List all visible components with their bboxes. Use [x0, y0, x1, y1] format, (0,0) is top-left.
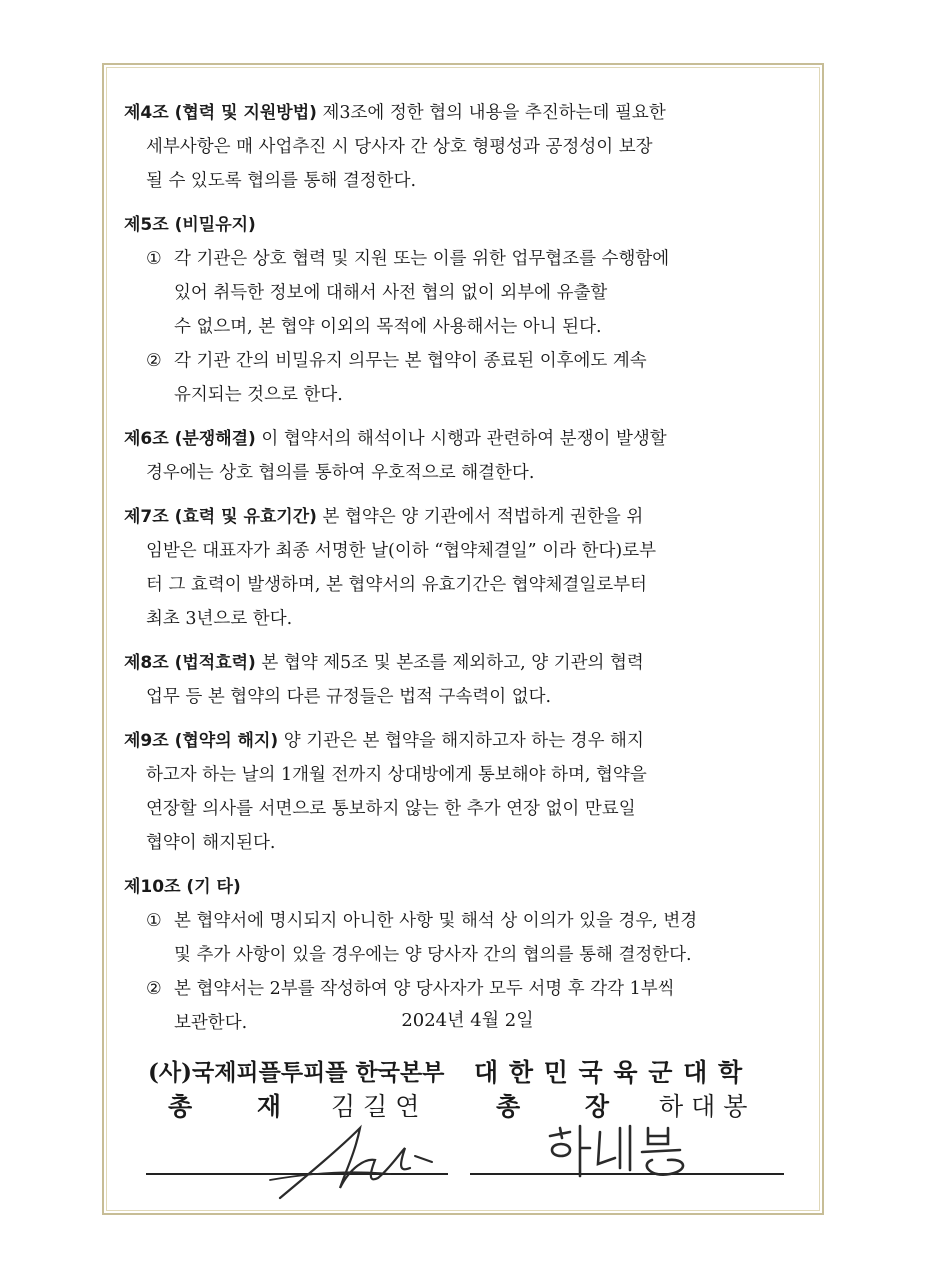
article-9-line-3: 협약이 해지된다.	[146, 833, 276, 853]
article-5	[124, 208, 814, 412]
article-4-line-2: 될 수 있도록 협의를 통해 결정한다.	[146, 171, 417, 191]
party-right	[474, 1056, 755, 1124]
article-5-item-2-line-2: 유지되는 것으로 한다.	[174, 385, 343, 405]
party-left	[148, 1056, 444, 1124]
agreement-date: 2024년 4월 2일	[401, 1010, 534, 1031]
article-9-first-line: 양 기관은 본 협약을 해지하고자 하는 경우 해지	[278, 731, 644, 751]
party-right-org: 대 한 민 국 육 군 대 학	[474, 1058, 744, 1087]
article-7-first-line: 본 협약은 양 기관에서 적법하게 권한을 위	[316, 507, 644, 527]
article-5-item-1-line-2: 있어 취득한 정보에 대해서 사전 협의 없이 외부에 유출할	[174, 283, 608, 303]
article-5-item-1	[124, 242, 814, 344]
article-10-item-1-line-1: 본 협약서에 명시되지 아니한 사항 및 해석 상 이의가 있을 경우, 변경	[174, 911, 698, 931]
articles-section	[124, 96, 814, 1050]
article-10-heading: 제10조 (기 타)	[124, 877, 241, 897]
article-4-first-line: 제3조에 정한 협의 내용을 추진하는데 필요한	[316, 103, 666, 123]
item-marker: ②	[146, 351, 162, 371]
party-left-role: 총 재	[168, 1092, 310, 1121]
article-10-item-2-line-1: 본 협약서는 2부를 작성하여 양 당사자가 모두 서명 후 각각 1부씩	[174, 979, 675, 999]
article-8-first-line: 본 협약 제5조 및 본조를 제외하고, 양 기관의 협력	[255, 653, 644, 673]
article-7-line-2: 터 그 효력이 발생하며, 본 협약서의 유효기간은 협약체결일로부터	[146, 575, 647, 595]
article-8-heading: 제8조 (법적효력)	[124, 653, 256, 673]
article-9-heading: 제9조 (협약의 해지)	[124, 731, 279, 751]
article-5-item-1-line-3: 수 없으며, 본 협약 이외의 목적에 사용해서는 아니 된다.	[174, 317, 602, 337]
article-6	[124, 422, 814, 490]
article-8	[124, 646, 814, 714]
item-marker: ②	[146, 979, 162, 999]
article-6-first-line: 이 협약서의 해석이나 시행과 관련하여 분쟁이 발생할	[255, 429, 667, 449]
article-7	[124, 500, 814, 636]
article-9-line-2: 연장할 의사를 서면으로 통보하지 않는 한 추가 연장 없이 만료일	[146, 799, 636, 819]
article-9-line-1: 하고자 하는 날의 1개월 전까지 상대방에게 통보해야 하며, 협약을	[146, 765, 647, 785]
article-5-item-2	[124, 344, 814, 412]
article-5-item-2-line-1: 각 기관 간의 비밀유지 의무는 본 협약이 종료된 이후에도 계속	[174, 351, 647, 371]
article-7-line-3: 최초 3년으로 한다.	[146, 609, 293, 629]
article-8-line-1: 업무 등 본 협약의 다른 규정들은 법적 구속력이 없다.	[146, 687, 552, 707]
article-5-item-1-line-1: 각 기관은 상호 협력 및 지원 또는 이를 위한 업무협조를 수행함에	[174, 249, 670, 269]
article-10-item-1	[124, 904, 814, 972]
article-5-heading: 제5조 (비밀유지)	[124, 215, 256, 235]
article-4	[124, 96, 814, 198]
party-left-name: 김길연	[330, 1092, 428, 1121]
item-marker: ①	[146, 911, 162, 931]
article-10-item-2-line-2: 보관한다.	[174, 1013, 248, 1033]
signature-left	[250, 1118, 450, 1208]
article-6-line-1: 경우에는 상호 협의를 통하여 우호적으로 해결한다.	[146, 463, 535, 483]
signature-right	[540, 1118, 720, 1188]
article-9	[124, 724, 814, 860]
item-marker: ①	[146, 249, 162, 269]
article-4-heading: 제4조 (협력 및 지원방법)	[124, 103, 317, 123]
article-7-heading: 제7조 (효력 및 유효기간)	[124, 507, 317, 527]
party-right-role: 총 장	[496, 1092, 638, 1121]
article-10-item-1-line-2: 및 추가 사항이 있을 경우에는 양 당사자 간의 협의를 통해 결정한다.	[174, 945, 692, 965]
party-right-name: 하대봉	[658, 1092, 756, 1121]
article-7-line-1: 임받은 대표자가 최종 서명한 날(이하 “협약체결일” 이라 한다)로부	[146, 541, 657, 561]
article-4-line-1: 세부사항은 매 사업추진 시 당사자 간 상호 형평성과 공정성이 보장	[146, 137, 653, 157]
article-6-heading: 제6조 (분쟁해결)	[124, 429, 256, 449]
party-left-org: (사)국제피플투피플 한국본부	[148, 1059, 445, 1086]
